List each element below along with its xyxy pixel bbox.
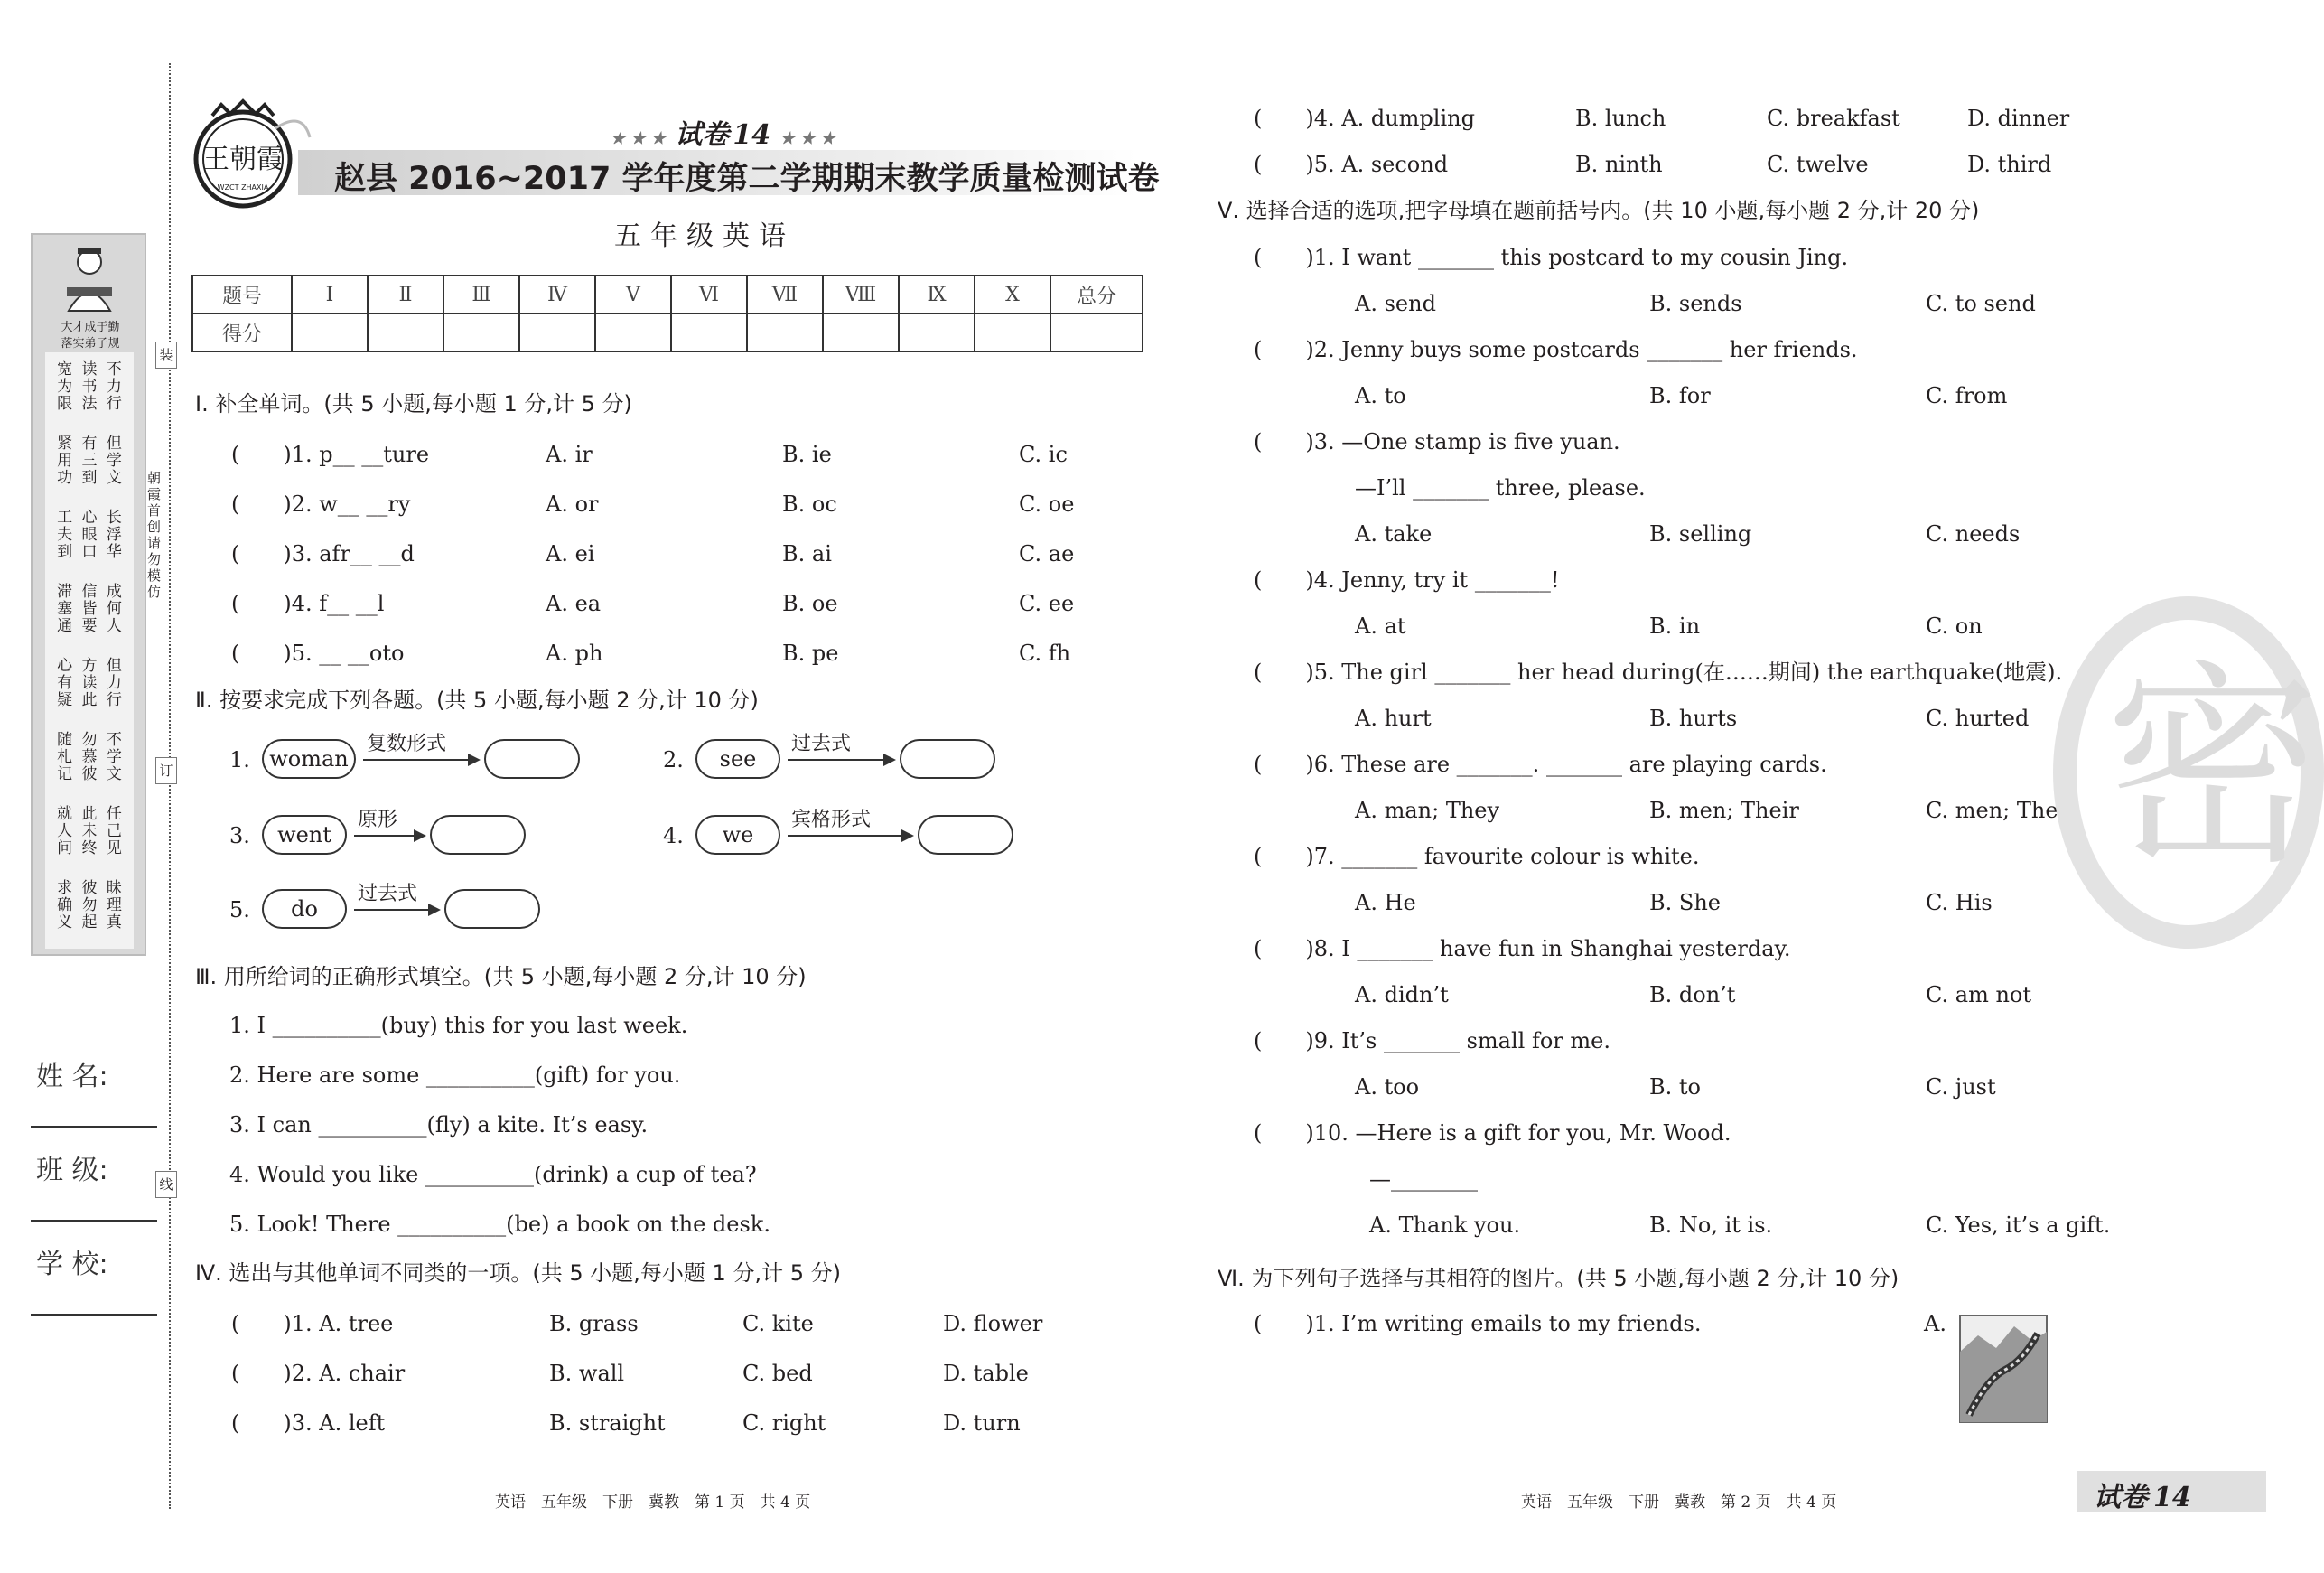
s2-given-word: we: [695, 815, 780, 855]
s1-option-a: A. ea: [546, 591, 602, 616]
s4-option-b: B. grass: [549, 1311, 639, 1336]
s5-question-line2: —I’ll _______ three, please.: [1355, 475, 1646, 501]
score-header-cell: 总分: [1050, 276, 1143, 314]
s1-option-a: A. or: [546, 492, 599, 517]
s2-arrow-head-icon: [468, 754, 481, 766]
s1-question: ( )2. w__ __ry: [231, 492, 411, 517]
s5-option-b: B. in: [1649, 613, 1701, 639]
score-cell[interactable]: [519, 314, 595, 351]
s4-question: ( )2. A. chair: [231, 1361, 406, 1386]
s2-transform-label: 原形: [358, 809, 398, 831]
s2-transform-label: 过去式: [791, 733, 852, 755]
s1-option-a: A. ir: [546, 442, 593, 467]
s5-option-c: C. on: [1926, 613, 1983, 639]
s5-question-line2: —________: [1369, 1166, 1478, 1192]
s2-given-word: went: [262, 815, 347, 855]
score-cell[interactable]: [595, 314, 671, 351]
score-cell[interactable]: [368, 314, 443, 351]
section6-heading: Ⅵ. 为下列句子选择与其相符的图片。(共 5 小题,每小题 2 分,计 10 分): [1218, 1266, 1899, 1291]
motto: 大才成于勤 落实弟子规: [61, 321, 120, 351]
s2-answer-cloud[interactable]: [918, 815, 1013, 855]
s5-option-a: A. take: [1355, 521, 1433, 547]
s5-option-a: A. He: [1355, 890, 1416, 915]
s5-option-a: A. didn’t: [1355, 982, 1449, 1007]
s4-option-c: C. bed: [742, 1361, 813, 1386]
s5-option-c: C. His: [1926, 890, 1993, 915]
s4-option-d: D. flower: [943, 1311, 1043, 1336]
s1-option-c: C. fh: [1019, 641, 1071, 666]
motto-columns: [45, 352, 134, 949]
motto-row: [52, 732, 126, 783]
s5-option-b: B. men; Their: [1649, 798, 1799, 823]
s3-sentence: 4. Would you like __________(drink) a cup of tea?: [229, 1162, 757, 1187]
motto-column: 心眼口: [81, 509, 98, 561]
motto-column: 彼勿起: [81, 879, 98, 932]
s5-option-c: C. men; They: [1926, 798, 2071, 823]
score-header-cell: Ⅰ: [292, 276, 368, 314]
s1-option-b: B. oc: [782, 492, 837, 517]
score-header-cell: Ⅷ: [823, 276, 899, 314]
motto-row: [52, 361, 126, 413]
score-cell[interactable]: [747, 314, 823, 351]
s2-arrow-head-icon: [883, 754, 896, 766]
s2-arrow-line: [354, 835, 415, 837]
s5-option-c: C. hurted: [1926, 706, 2030, 731]
s4-option-d: D. turn: [943, 1410, 1021, 1436]
score-header-cell: 题号: [192, 276, 292, 314]
motto-column: 滞塞通: [57, 583, 73, 635]
s5-option-a: A. Thank you.: [1369, 1213, 1521, 1238]
binding-mark-2: 订: [155, 757, 177, 784]
s5-option-b: B. don’t: [1649, 982, 1736, 1007]
s1-question: ( )4. f__ __l: [231, 591, 385, 616]
score-header-cell: Ⅶ: [747, 276, 823, 314]
score-cell[interactable]: [671, 314, 747, 351]
s2-given-word: see: [695, 739, 780, 779]
s5-question: ( )6. These are _______. _______ are playing cards.: [1254, 752, 1827, 777]
score-cell[interactable]: [975, 314, 1050, 351]
s1-option-b: B. ie: [782, 442, 832, 467]
s1-option-c: C. ee: [1019, 591, 1075, 616]
binding-mark-3: 线: [155, 1171, 177, 1198]
motto-column: 就人问: [57, 805, 73, 857]
motto-column: 有三到: [81, 435, 98, 487]
s5-option-c: C. to send: [1926, 291, 2036, 316]
motto-column: 长浮华: [106, 509, 122, 561]
original-note: 朝霞首创请勿模仿: [147, 470, 162, 600]
s3-sentence: 2. Here are some __________(gift) for you.: [229, 1063, 681, 1088]
section2-heading: Ⅱ. 按要求完成下列各题。(共 5 小题,每小题 2 分,计 10 分): [195, 688, 759, 713]
s1-question: ( )5. __ __oto: [231, 641, 405, 666]
s1-question: ( )3. afr__ __d: [231, 541, 415, 566]
s2-arrow-line: [788, 759, 885, 761]
score-cell[interactable]: [443, 314, 519, 351]
s4-question: ( )1. A. tree: [231, 1311, 394, 1336]
section1-heading: Ⅰ. 补全单词。(共 5 小题,每小题 1 分,计 5 分): [195, 391, 632, 417]
motto-column: 但学文: [106, 435, 122, 487]
s5-option-c: C. just: [1926, 1074, 1996, 1100]
s5-option-b: B. for: [1649, 383, 1711, 408]
motto-column: 不力行: [106, 360, 122, 413]
motto-column: 勿慕彼: [81, 731, 98, 783]
motto-column: 紧用功: [57, 435, 73, 487]
score-header-cell: Ⅵ: [671, 276, 747, 314]
s2-given-word: woman: [262, 739, 356, 779]
s4-question: ( )5. A. second: [1254, 152, 1449, 177]
motto-row: [52, 435, 126, 487]
s2-arrow-line: [354, 909, 430, 911]
exam-title: 赵县 2016~2017 学年度第二学期期末教学质量检测试卷: [334, 161, 1160, 197]
s5-question: ( )1. I want _______ this postcard to my cousin Jing.: [1254, 245, 1849, 270]
s5-option-b: B. to: [1649, 1074, 1701, 1100]
school-label: 学 校:: [36, 1249, 108, 1280]
motto-column: 但力行: [106, 657, 122, 709]
motto-column: 任己见: [106, 805, 122, 857]
s2-given-word: do: [262, 889, 347, 929]
section5-heading: Ⅴ. 选择合适的选项,把字母填在题前括号内。(共 10 小题,每小题 2 分,计 20 分): [1218, 198, 1980, 223]
motto-column: 昧理真: [106, 879, 122, 932]
s5-option-a: A. at: [1355, 613, 1406, 639]
s2-number: 3.: [229, 823, 250, 848]
s2-answer-cloud[interactable]: [430, 815, 526, 855]
s1-option-b: B. ai: [782, 541, 832, 566]
s4-option-b: B. lunch: [1575, 106, 1666, 131]
motto-row: [52, 658, 126, 709]
s5-option-b: B. She: [1649, 890, 1721, 915]
s2-arrow-head-icon: [414, 829, 426, 842]
s5-option-c: C. am not: [1926, 982, 2032, 1007]
s4-option-b: B. straight: [549, 1410, 666, 1436]
name-label: 姓 名:: [36, 1061, 108, 1092]
s1-option-b: B. pe: [782, 641, 839, 666]
motto-column: 不学文: [106, 731, 122, 783]
great-wall-picture: [1960, 1316, 2047, 1422]
score-cell[interactable]: [292, 314, 368, 351]
score-cell[interactable]: [899, 314, 975, 351]
s2-arrow-head-icon: [428, 904, 441, 916]
motto-column: 随札记: [57, 731, 73, 783]
motto-sidebar: [31, 233, 146, 956]
s6-q1-opt-a: A.: [1924, 1311, 1946, 1336]
motto-column: 信皆要: [81, 583, 98, 635]
s1-option-b: B. oe: [782, 591, 838, 616]
s2-number: 2.: [663, 747, 684, 772]
s1-option-c: C. ae: [1019, 541, 1075, 566]
s4-option-c: C. right: [742, 1410, 826, 1436]
motto-column: 宽为限: [57, 360, 73, 413]
motto-column: 此未终: [81, 805, 98, 857]
s2-answer-cloud[interactable]: [444, 889, 540, 929]
name-line[interactable]: [31, 1126, 157, 1128]
seal-character: 密: [2105, 641, 2322, 894]
score-header-cell: Ⅳ: [519, 276, 595, 314]
motto-column: 心有疑: [57, 657, 73, 709]
footer-page1: 英语 五年级 下册 冀教 第 1 页 共 4 页: [495, 1493, 811, 1512]
class-line[interactable]: [31, 1220, 157, 1222]
score-header-cell: Ⅴ: [595, 276, 671, 314]
s5-option-c: C. from: [1926, 383, 2008, 408]
exam-subtitle: 五年级英语: [614, 220, 795, 252]
s2-number: 5.: [229, 897, 250, 922]
binding-line: [169, 63, 171, 1509]
s5-question: ( )7. _______ favourite colour is white.: [1254, 844, 1700, 869]
section4-heading: Ⅳ. 选出与其他单词不同类的一项。(共 5 小题,每小题 1 分,计 5 分): [195, 1260, 841, 1286]
s2-transform-label: 过去式: [358, 883, 418, 905]
s5-question: ( )3. —One stamp is five yuan.: [1254, 429, 1620, 454]
s5-option-a: A. man; They: [1355, 798, 1500, 823]
school-line[interactable]: [31, 1314, 157, 1316]
s4-question: ( )3. A. left: [231, 1410, 386, 1436]
s2-arrow-head-icon: [901, 829, 914, 842]
s5-option-b: B. No, it is.: [1649, 1213, 1773, 1238]
s2-answer-cloud[interactable]: [900, 739, 995, 779]
s3-sentence: 5. Look! There __________(be) a book on the desk.: [229, 1212, 770, 1237]
brand-name: 王朝霞: [202, 144, 284, 175]
s5-question: ( )4. Jenny, try it _______!: [1254, 567, 1560, 593]
s5-option-a: A. to: [1355, 383, 1406, 408]
s4-question: ( )4. A. dumpling: [1254, 106, 1475, 131]
s2-transform-label: 宾格形式: [791, 809, 872, 831]
s6-q1: ( )1. I’m writing emails to my friends.: [1254, 1311, 1702, 1336]
s1-option-c: C. ic: [1019, 442, 1068, 467]
s4-option-b: B. ninth: [1575, 152, 1663, 177]
s1-option-a: A. ph: [546, 641, 603, 666]
footer-page2: 英语 五年级 下册 冀教 第 2 页 共 4 页: [1521, 1493, 1837, 1512]
section3-heading: Ⅲ. 用所给词的正确形式填空。(共 5 小题,每小题 2 分,计 10 分): [195, 964, 807, 989]
s5-option-b: B. sends: [1649, 291, 1742, 316]
brand-logo: [185, 101, 312, 213]
s4-option-b: B. wall: [549, 1361, 625, 1386]
score-cell[interactable]: [823, 314, 899, 351]
score-table: [191, 275, 1143, 352]
motto-row: [52, 806, 126, 857]
s1-option-a: A. ei: [546, 541, 595, 566]
brand-latin: WZCT ZHAXIA: [217, 183, 269, 192]
score-header-cell: Ⅱ: [368, 276, 443, 314]
score-header-cell: Ⅹ: [975, 276, 1050, 314]
s5-question: ( )5. The girl _______ her head during(在……期间) the earthquake(地震).: [1254, 660, 2063, 685]
s4-option-d: D. third: [1967, 152, 2052, 177]
s3-sentence: 1. I __________(buy) this for you last week.: [229, 1013, 688, 1038]
badge-text: 试卷 14: [2094, 1482, 2191, 1513]
motto-column: 读书法: [81, 360, 98, 413]
binding-mark-1: 装: [155, 342, 177, 369]
s5-option-c: C. needs: [1926, 521, 2021, 547]
s5-option-a: A. too: [1355, 1074, 1420, 1100]
s5-option-a: A. send: [1355, 291, 1436, 316]
s2-answer-cloud[interactable]: [484, 739, 580, 779]
s5-question: ( )9. It’s _______ small for me.: [1254, 1028, 1610, 1053]
s5-question: ( )2. Jenny buys some postcards _______ her friends.: [1254, 337, 1858, 362]
s2-transform-label: 复数形式: [367, 733, 447, 755]
s5-question: ( )8. I _______ have fun in Shanghai yesterday.: [1254, 936, 1791, 961]
s5-question: ( )10. —Here is a gift for you, Mr. Wood.: [1254, 1120, 1731, 1146]
s5-option-b: B. hurts: [1649, 706, 1738, 731]
s1-question: ( )1. p__ __ture: [231, 442, 430, 467]
score-cell[interactable]: [1050, 314, 1143, 351]
s5-option-b: B. selling: [1649, 521, 1752, 547]
motto-column: 求确义: [57, 879, 73, 932]
score-row-label: 得分: [192, 314, 292, 351]
s5-option-c: C. Yes, it’s a gift.: [1926, 1213, 2111, 1238]
s5-option-a: A. hurt: [1355, 706, 1432, 731]
s4-option-d: D. dinner: [1967, 106, 2070, 131]
s2-arrow-line: [363, 759, 470, 761]
s4-option-c: C. twelve: [1767, 152, 1869, 177]
motto-column: 工夫到: [57, 509, 73, 561]
s1-option-c: C. oe: [1019, 492, 1075, 517]
score-header-cell: Ⅸ: [899, 276, 975, 314]
s4-option-c: C. kite: [742, 1311, 814, 1336]
paper-label: ★ ★ ★ 试卷 14 ★ ★ ★: [611, 119, 835, 151]
score-header-cell: Ⅲ: [443, 276, 519, 314]
s2-number: 4.: [663, 823, 684, 848]
s3-sentence: 3. I can __________(fly) a kite. It’s easy.: [229, 1112, 649, 1138]
motto-row: [52, 880, 126, 932]
scholar-figure-icon: [60, 242, 119, 314]
motto-row: [52, 510, 126, 561]
motto-column: 成何人: [106, 583, 122, 635]
motto-column: 方读此: [81, 657, 98, 709]
class-label: 班 级:: [36, 1155, 108, 1186]
s4-option-d: D. table: [943, 1361, 1029, 1386]
s2-number: 1.: [229, 747, 250, 772]
s4-option-c: C. breakfast: [1767, 106, 1900, 131]
motto-row: [52, 584, 126, 635]
s2-arrow-line: [788, 835, 903, 837]
